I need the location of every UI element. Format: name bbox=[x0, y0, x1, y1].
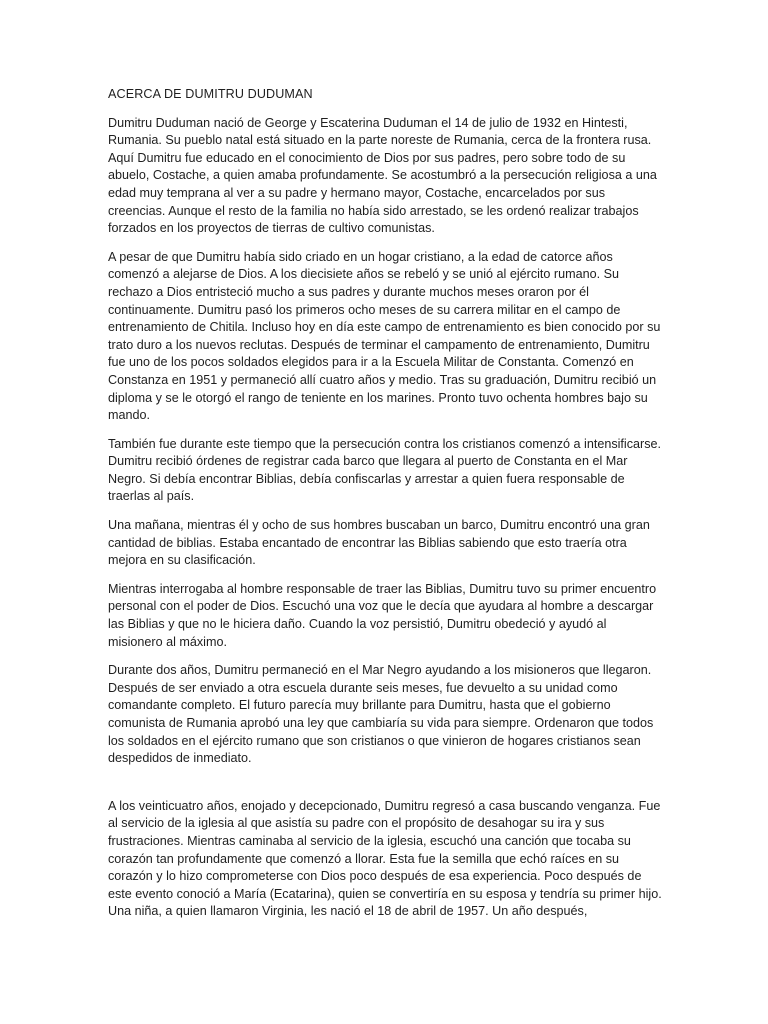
paragraph-black-sea: Durante dos años, Dumitru permaneció en el Mar Negro ayudando a los misioneros que llegaron. Después de ser enviado a otra escuela durante seis meses, fue devuelto a su unidad como comandante completo. El futuro parecía muy brillante para Dumitru, hasta que el gobierno comunista de Rumania aprobó una ley que cambiaría su vida para siempre. Ordenaron que todos los soldados en el ejército rumano que son cristianos o que vinieron de hogares cristianos sean despedidos de inmediato. bbox=[108, 663, 654, 766]
paragraph-encounter: Mientras interrogaba al hombre responsable de traer las Biblias, Dumitru tuvo su primer encuentro personal con el poder de Dios. Escuchó una voz que le decía que ayudara al hombre a descargar las Biblias y que no le hiciera daño. Cuando la voz persistió, Dumitru obedeció y ayudó al misionero al máximo. bbox=[108, 581, 657, 649]
document-title: ACERCA DE DUMITRU DUDUMAN bbox=[108, 87, 313, 101]
paragraph-return-home: A los veinticuatro años, enojado y decepcionado, Dumitru regresó a casa buscando venganza. Fue al servicio de la iglesia al que asistía su padre con el propósito de desahogar su ira y sus frustraciones. Mientras caminaba al servicio de la iglesia, escuchó una canción que tocaba su corazón tan profundamente que comenzó a llorar. Esta fue la semilla que echó raíces en su corazón y lo hizo comprometerse con Dios poco después de esa experiencia. Poco después de este evento conoció a María (Ecatarina), quien se convertiría en su esposa y tendría su primer hijo. Una niña, a quien llamaron Virginia, les nació el 18 de abril de 1957. Un año después, bbox=[108, 798, 662, 919]
paragraph-army: A pesar de que Dumitru había sido criado en un hogar cristiano, a la edad de catorce años comenzó a alejarse de Dios. A los diecisiete años se rebeló y se unió al ejército rumano. Su rechazo a Dios entristeció mucho a sus padres y durante muchos meses oraron por él continuamente. Dumitru pasó los primeros ocho meses de su carrera militar en el campo de entrenamiento de Chitila. Incluso hoy en día este campo de entrenamiento es bien conocido por su trato duro a los nuevos reclutas. Después de terminar el campamento de entrenamiento, Dumitru fue uno de los pocos soldados elegidos para ir a la Escuela Militar de Constanta. Comenzó en Constanza en 1951 y permaneció allí cuatro años y medio. Tras su graduación, Dumitru recibió un diploma y se le otorgó el rango de teniente en los marines. Pronto tuvo ochenta hombres bajo su mando. bbox=[108, 249, 661, 423]
paragraph-persecution: También fue durante este tiempo que la persecución contra los cristianos comenzó a intensificarse. Dumitru recibió órdenes de registrar cada barco que llegara al puerto de Constanta en el Mar Negro. Si debía encontrar Biblias, debía confiscarlas y arrestar a quien fuera responsable de traerlas al país. bbox=[108, 436, 662, 504]
paragraph-bibles-found: Una mañana, mientras él y ocho de sus hombres buscaban un barco, Dumitru encontró una gran cantidad de biblias. Estaba encantado de encontrar las Biblias sabiendo que esto traería otra mejora en su clasificación. bbox=[108, 518, 650, 568]
paragraph-birth: Dumitru Duduman nació de George y Escaterina Duduman el 14 de julio de 1932 en Hintesti, Rumania. Su pueblo natal está situado en la parte noreste de Rumania, cerca de la frontera rusa. Aquí Dumitru fue educado en el conocimiento de Dios por sus padres, pero sobre todo de su abuelo, Costache, a quien amaba profundamente. Se acostumbró a la persecución religiosa a una edad muy temprana al ver a su padre y hermano mayor, Costache, encarcelados por sus creencias. Aunque el resto de la familia no había sido arrestado, se les ordenó realizar trabajos forzados en los proyectos de tierras de cultivo comunistas. bbox=[108, 115, 657, 236]
document-page bbox=[108, 86, 664, 932]
